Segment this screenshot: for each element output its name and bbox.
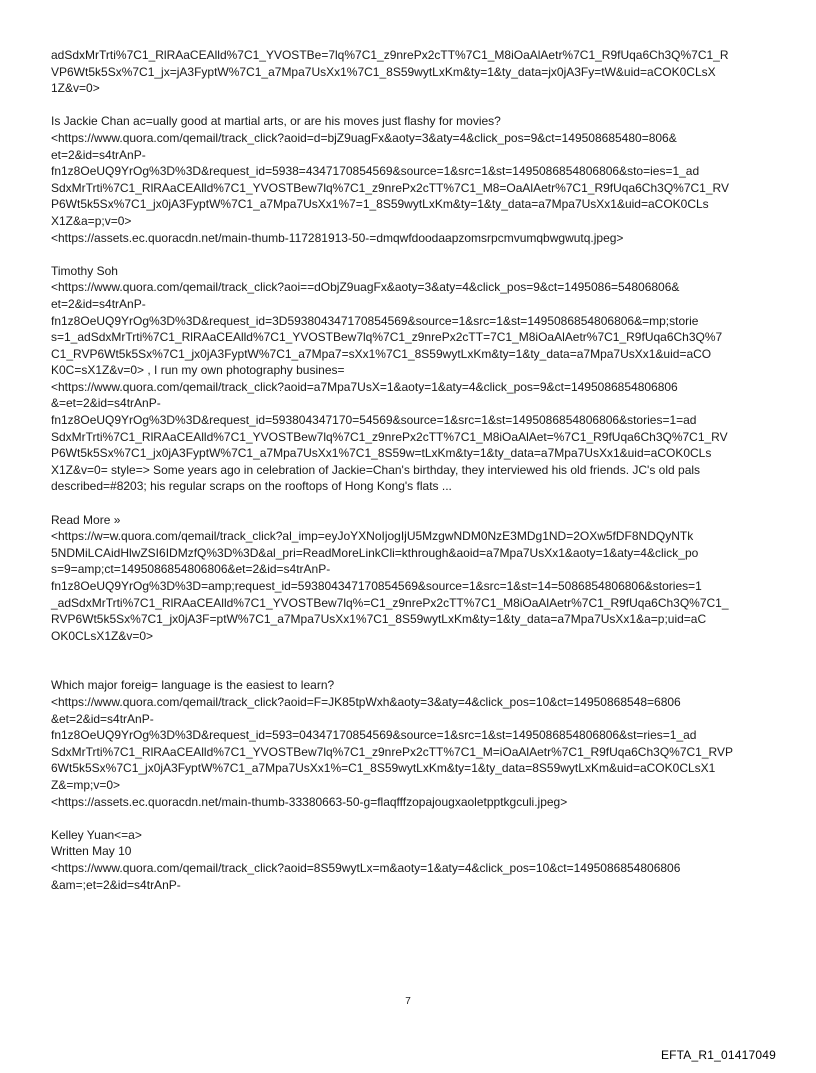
text-line: K0C=sX1Z&v=0> , I run my own photography busines= (51, 363, 345, 378)
text-line: 5NDMiLCAidHlwZSI6IDMzfQ%3D%3D&al_pri=ReadMoreLinkCli=kthrough&aoid=a7Mpa7UsXx1&aoty=1&aty=4&click_po (51, 545, 699, 560)
text-block (51, 677, 771, 810)
text-line: &am=;et=2&id=s4trAnP- (51, 877, 181, 892)
text-line: Read More » (51, 512, 121, 527)
text-line: <https://assets.ec.quoracdn.net/main-thumb-117281913-50-=dmqwfdoodaapzomsrpcmvumqbwgwutq.jpeg> (51, 230, 624, 245)
document-id: EFTA_R1_01417049 (660, 1048, 776, 1062)
text-line: <https://assets.ec.quoracdn.net/main-thumb-33380663-50-g=flaqfffzopajougxaoletpptkgculi.jpeg> (51, 794, 568, 809)
text-block (51, 263, 771, 495)
text-line: P6Wt5k5Sx%7C1_jx0jA3FyptW%7C1_a7Mpa7UsXx1%7C1_8S59w=tLxKm&ty=1&ty_data=a7Mpa7UsXx1&uid=aCOK0CLs (51, 446, 712, 461)
text-line: et=2&id=s4trAnP- (51, 296, 146, 311)
text-line: OK0CLsX1Z&v=0> (51, 628, 154, 643)
text-block (51, 827, 771, 893)
text-line: Is Jackie Chan ac=ually good at martial arts, or are his moves just flashy for movies? (51, 114, 501, 129)
text-line: s=9=amp;ct=1495086854806806&et=2&id=s4trAnP- (51, 562, 331, 577)
text-line: P6Wt5k5Sx%7C1_jx0jA3FyptW%7C1_a7Mpa7UsXx1%7=1_8S59wytLxKm&ty=1&ty_data=a7Mpa7UsXx1&uid=aCOK0CLs (51, 197, 709, 212)
text-line: SdxMrTrti%7C1_RlRAaCEAlld%7C1_YVOSTBew7lq%7C1_z9nrePx2cTT%7C1_M8iOaAlAet=%7C1_R9fUqa6Ch3Q%7C1_RV (51, 429, 728, 444)
text-block (51, 512, 771, 645)
text-line: et=2&id=s4trAnP- (51, 147, 146, 162)
text-line: Written May 10 (51, 844, 132, 859)
text-line: fn1z8OeUQ9YrOg%3D%3D&request_id=593=04347170854569&source=1&src=1&st=1495086854806806&st=ries=1_ad (51, 728, 697, 743)
text-line: <https://www.quora.com/qemail/track_click?aoi==dObjZ9uagFx&aoty=3&aty=4&click_pos=9&ct=1495086=54806806& (51, 280, 680, 295)
text-line: _adSdxMrTrti%7C1_RlRAaCEAlld%7C1_YVOSTBew7lq%=C1_z9nrePx2cTT%7C1_M8iOaAlAetr%7C1_R9fUqa6Ch3Q%7C1_ (51, 595, 729, 610)
text-line: 6Wt5k5Sx%7C1_jx0jA3FyptW%7C1_a7Mpa7UsXx1%=C1_8S59wytLxKm&ty=1&ty_data=8S59wytLxKm&uid=aCOK0CLsX1 (51, 761, 716, 776)
text-line: fn1z8OeUQ9YrOg%3D%3D&request_id=3D593804347170854569&source=1&src=1&st=1495086854806806&=mp;storie (51, 313, 699, 328)
text-line: &=et=2&id=s4trAnP- (51, 396, 161, 411)
text-line: adSdxMrTrti%7C1_RlRAaCEAlld%7C1_YVOSTBe=7lq%7C1_z9nrePx2cTT%7C1_M8iOaAlAetr%7C1_R9fUqa6Ch3Q%7C1_R (51, 48, 729, 62)
text-line: C1_RVP6Wt5k5Sx%7C1_jx0jA3FyptW%7C1_a7Mpa7=sXx1%7C1_8S59wytLxKm&ty=1&ty_data=a7Mpa7UsXx1&uid=aCO (51, 346, 712, 361)
text-line: fn1z8OeUQ9YrOg%3D%3D=amp;request_id=593804347170854569&source=1&src=1&st=14=5086854806806&stories=1 (51, 579, 702, 593)
text-line: s=1_adSdxMrTrti%7C1_RlRAaCEAlld%7C1_YVOSTBew7lq%7C1_z9nrePx2cTT=7C1_M8iOaAlAetr%7C1_R9fUqa6Ch3Q%7 (51, 330, 723, 345)
text-line: RVP6Wt5k5Sx%7C1_jx0jA3F=ptW%7C1_a7Mpa7UsXx1%7C1_8S59wytLxKm&ty=1&ty_data=a7Mpa7UsXx1&a=p;uid=aC (51, 612, 707, 627)
text-line: <https://www.quora.com/qemail/track_click?aoid=8S59wytLx=m&aoty=1&aty=4&click_pos=10&ct=1495086854806806 (51, 860, 681, 875)
text-line: SdxMrTrti%7C1_RlRAaCEAlld%7C1_YVOSTBew7lq%7C1_z9nrePx2cTT%7C1_M8=OaAlAetr%7C1_R9fUqa6Ch3Q%7C1_RV (51, 180, 729, 195)
text-line: SdxMrTrti%7C1_RlRAaCEAlld%7C1_YVOSTBew7lq%7C1_z9nrePx2cTT%7C1_M=iOaAlAetr%7C1_R9fUqa6Ch3Q%7C1_RVP (51, 744, 733, 759)
text-line: <https://www.quora.com/qemail/track_click?aoid=F=JK85tpWxh&aoty=3&aty=4&click_pos=10&ct=14950868548=6806 (51, 694, 681, 709)
text-line: fn1z8OeUQ9YrOg%3D%3D&request_id=593804347170=54569&source=1&src=1&st=1495086854806806&stories=1=ad (51, 413, 697, 428)
text-line: Kelley Yuan<=a> (51, 827, 142, 842)
text-line: <https://www.quora.com/qemail/track_click?aoid=a7Mpa7UsX=1&aoty=1&aty=4&click_pos=9&ct=1495086854806806 (51, 379, 678, 394)
text-line: VP6Wt5k5Sx%7C1_jx=jA3FyptW%7C1_a7Mpa7UsXx1%7C1_8S59wytLxKm&ty=1&ty_data=jx0jA3Fy=tW&uid=aCOK0CLsX (51, 64, 716, 79)
document-body (51, 47, 771, 910)
text-line: fn1z8OeUQ9YrOg%3D%3D&request_id=5938=4347170854569&source=1&src=1&st=1495086854806806&sto=ies=1_ad (51, 164, 700, 179)
text-line: X1Z&v=0= style=> Some years ago in celebration of Jackie=Chan's birthday, they interviewed his old friends. JC's old pals (51, 462, 701, 477)
text-line: 1Z&v=0> (51, 81, 100, 96)
text-line: X1Z&a=p;v=0> (51, 213, 132, 228)
text-line: <https://www.quora.com/qemail/track_click?aoid=d=bjZ9uagFx&aoty=3&aty=4&click_pos=9&ct=149508685480=806& (51, 130, 677, 145)
page-number: 7 (405, 996, 411, 1007)
text-block (51, 47, 771, 97)
text-line: described=#8203; his regular scraps on the rooftops of Hong Kong's flats ... (51, 479, 452, 494)
text-line: Z&=mp;v=0> (51, 777, 121, 792)
text-line: Timothy Soh (51, 263, 118, 278)
text-block (51, 113, 771, 246)
text-line: &et=2&id=s4trAnP- (51, 711, 154, 726)
text-line: <https://w=w.quora.com/qemail/track_click?al_imp=eyJoYXNoIjogIjU5MzgwNDM0NzE3MDg1ND=2OXw5fDF8NDQyNTk (51, 529, 694, 544)
text-line: Which major foreig= language is the easiest to learn? (51, 678, 335, 693)
